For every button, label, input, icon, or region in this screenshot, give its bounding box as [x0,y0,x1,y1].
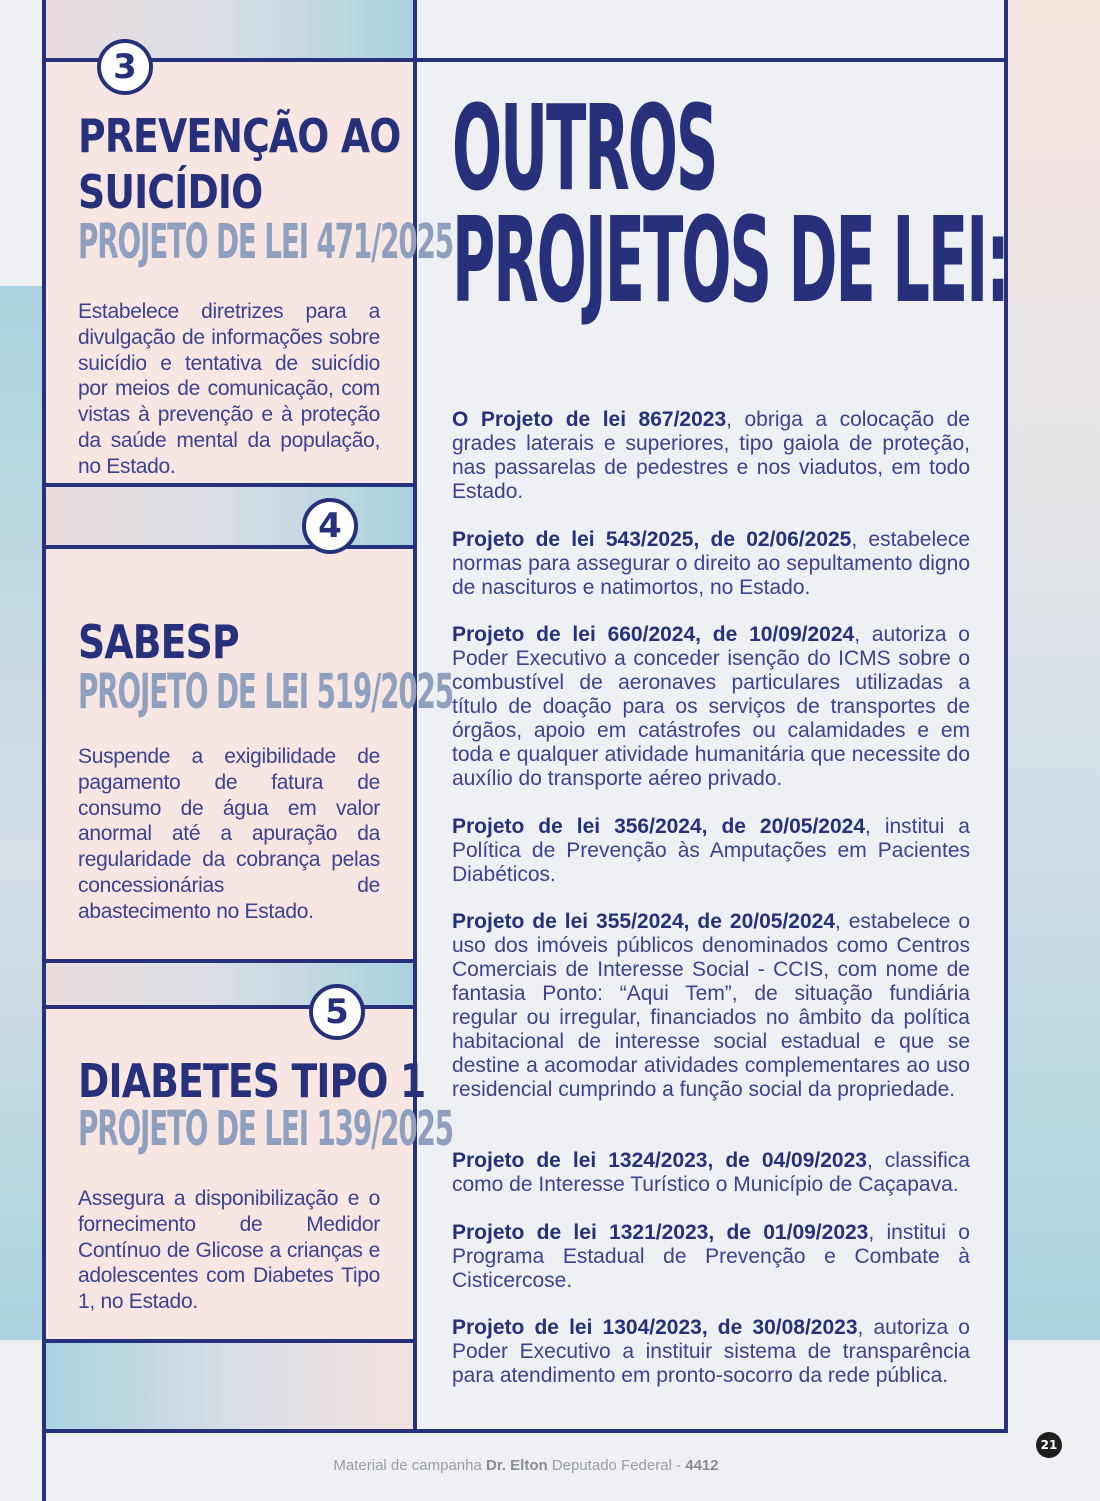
frame-line-left [42,0,46,1501]
bill-reference: Projeto de lei 1321/2023, de 01/09/2023 [452,1221,869,1244]
card-subtitle: PROJETO DE LEI 471/2025 [78,214,453,270]
bill-reference: Projeto de lei 1324/2023, de 04/09/2023 [452,1149,867,1172]
footer-prefix: Material de campanha [333,1457,486,1474]
bill-reference: O Projeto de lei 867/2023 [452,408,727,431]
card-number-badge: 4 [302,498,358,554]
bill-text: , autoriza o Poder Executivo a instituir sistema de transparência para atendimento em pronto-socorro da rede pública. [452,1316,970,1387]
frame-line-top [42,58,1008,62]
bill-reference: Projeto de lei 356/2024, de 20/05/2024 [452,815,866,838]
card-title: PREVENÇÃO AO [78,109,401,163]
card-description: Estabelece diretrizes para a divulgação de informações sobre suicídio e tentativa de suicídio por meios de comunicação, com vistas à prevenção e à proteção da saúde mental da população, no Estado. [78,300,380,478]
card-subtitle: PROJETO DE LEI 519/2025 [78,664,453,720]
bill-item [452,1149,970,1197]
card-subtitle: PROJETO DE LEI 139/2025 [78,1101,453,1157]
card-title-line2: SUICÍDIO [78,165,263,219]
divider-line [42,959,417,963]
footer-name: Dr. Elton [485,1457,548,1474]
bill-text: , obriga a colocação de grades laterais e superiores, tipo gaiola de proteção, nas passarelas de pedestres e nos viadutos, em todo Estado. [452,408,970,503]
divider-line [42,483,417,487]
divider-line [42,545,417,549]
page-title [452,79,1008,329]
card-title: SABESP [78,615,239,669]
bill-reference: Projeto de lei 1304/2023, de 30/08/2023 [452,1316,858,1339]
bill-item [452,528,970,600]
frame-line-bottom [42,1429,1008,1433]
bill-reference: Projeto de lei 355/2024, de 20/05/2024 [452,910,835,933]
card-description: Assegura a disponibilização e o fornecimento de Medidor Contínuo de Glicose a crianças e adolescentes com Diabetes Tipo 1, no Estado. [78,1187,380,1314]
left-gradient-strip [0,286,44,1340]
card-title: DIABETES TIPO 1 [78,1054,426,1108]
card-number-badge: 3 [97,39,153,95]
bottom-band [46,1343,413,1429]
page-title-line1: OUTROS [452,79,717,217]
bill-text: , estabelece o uso dos imóveis públicos denominados como Centros Comerciais de Interesse Social - CCIS, com nome de fantasia Ponto: “Aqui Tem”, de situação fundiária regular ou irregular, financiados no âmbito da política habitacional de interesse social estadual e que se destine a acomodar atividades complementares ao uso residencial cumprindo a função social da propriedade. [452,910,970,1101]
divider-line [42,1339,417,1343]
page-title-line2: PROJETOS DE LEI: [452,191,1008,329]
bill-text: , institui o Programa Estadual de Prevenção e Combate à Cisticercose. [452,1221,970,1292]
bill-text: , autoriza o Poder Executivo a conceder isenção do ICMS sobre o combustível de aeronaves particulares utilizadas a título de doação para os serviços de transportes de órgãos, apoio em catástrofes ou calamidades e em toda e qualquer atividade humanitária que necessite do auxílio do transporte aéreo privado. [452,623,970,790]
bill-item [452,1221,970,1293]
page-number: 21 [1036,1432,1062,1458]
bill-reference: Projeto de lei 660/2024, de 10/09/2024 [452,623,855,646]
bill-item [452,1316,970,1388]
card-description: Suspende a exigibilidade de pagamento de fatura de consumo de água em valor anormal até a apuração da regularidade da cobrança pelas concessionárias de abastecimento no Estado. [78,745,380,923]
bill-item [452,910,970,1102]
band-card-4 [46,487,413,545]
footer [46,1457,1006,1474]
footer-number: 4412 [685,1457,719,1474]
card-number-badge: 5 [309,984,365,1040]
top-band [46,0,413,58]
footer-middle: Deputado Federal - [547,1457,686,1474]
bill-reference: Projeto de lei 543/2025, de 02/06/2025 [452,528,852,551]
bill-text: , institui a Política de Prevenção às Amputações em Pacientes Diabéticos. [452,815,970,886]
bill-item [452,623,970,791]
bill-text: , classifica como de Interesse Turístico o Município de Caçapava. [452,1149,970,1196]
bill-item [452,408,970,504]
bill-item [452,815,970,887]
right-gradient-strip [1007,0,1100,1340]
bill-text: , estabelece normas para assegurar o direito ao sepultamento digno de nascituros e natimortos, no Estado. [452,528,970,599]
